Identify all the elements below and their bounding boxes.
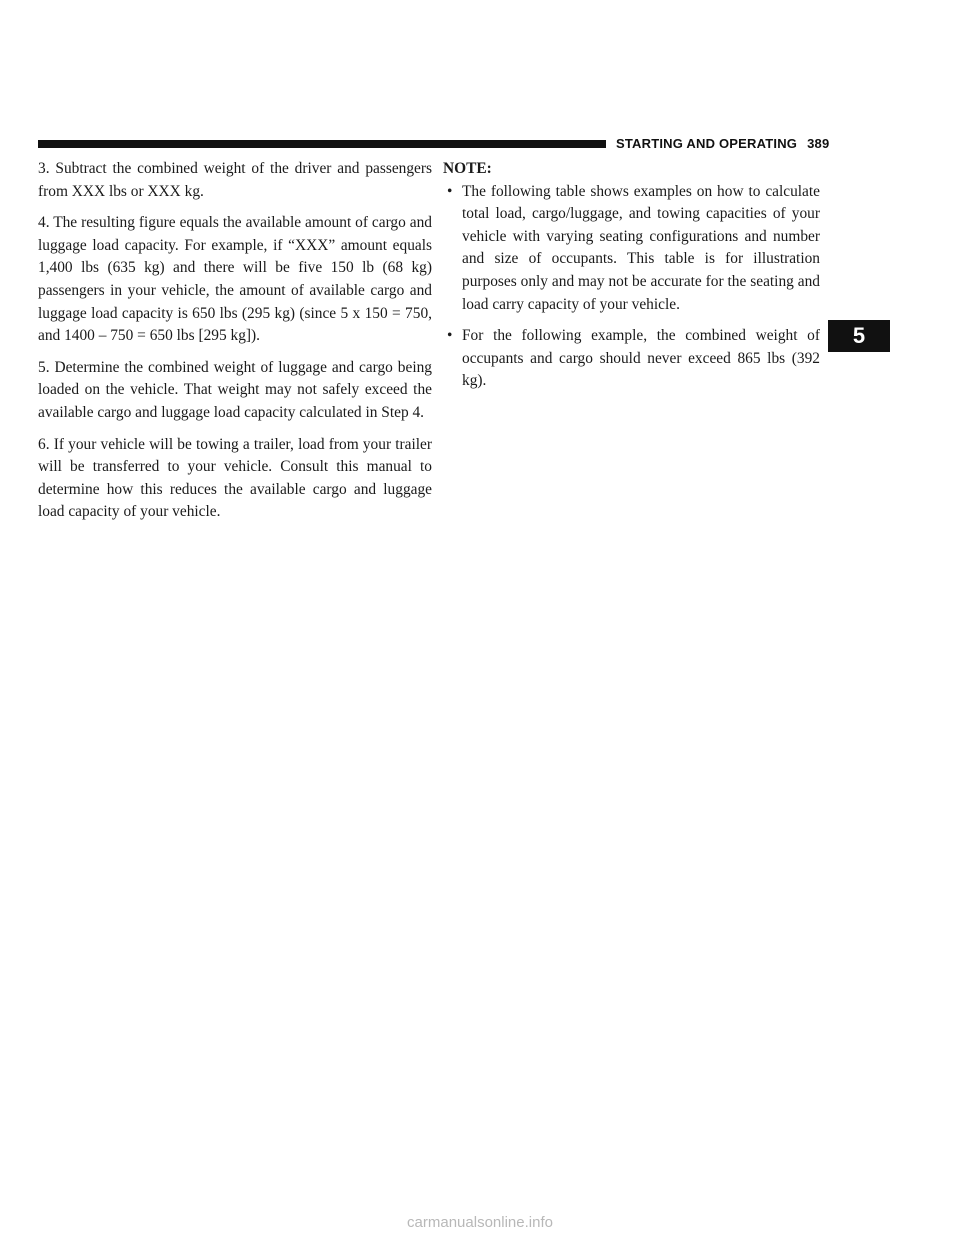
step-3-paragraph: 3. Subtract the combined weight of the driver and passengers from XXX lbs or XXX kg.	[38, 160, 432, 200]
bullet-dot-icon: •	[447, 182, 453, 200]
running-header	[616, 136, 829, 151]
section-title: STARTING AND OPERATING	[616, 136, 798, 151]
note-title: NOTE:	[443, 160, 492, 177]
right-column	[443, 158, 820, 402]
bullet-dot-icon: •	[447, 327, 453, 345]
step-6-paragraph: 6. If your vehicle will be towing a trailer, load from your trailer will be transferred to your vehicle. Consult this manual to determine how this reduces the available cargo and luggage load capacity of your vehicle.	[38, 435, 432, 521]
note-bullet-text: For the following example, the combined weight of occupants and cargo should never exceed 865 lbs (392 kg).	[462, 327, 820, 390]
chapter-tab: 5	[828, 320, 890, 352]
page-number: 389	[807, 136, 830, 151]
note-bullet-text: The following table shows examples on how to calculate total load, cargo/luggage, and towing capacities of your vehicle with varying seating configurations and number and size of occupants. This table is for illustration purposes only and may not be accurate for the seating and load carry capacity of your vehicle.	[462, 182, 820, 313]
step-5-paragraph: 5. Determine the combined weight of luggage and cargo being loaded on the vehicle. That weight may not safely exceed the available cargo and luggage load capacity calculated in Step 4.	[38, 358, 432, 421]
header-rule	[38, 140, 606, 148]
left-column	[38, 158, 432, 533]
note-bullet-item	[443, 181, 820, 317]
footer-watermark: carmanualsonline.info	[407, 1214, 553, 1231]
step-4-paragraph: 4. The resulting figure equals the available amount of cargo and luggage load capacity. For example, if “XXX” amount equals 1,400 lbs (635 kg) and there will be five 150 lb (68 kg) passengers in your vehicle, the amount of available cargo and luggage load capacity is 650 lbs (295 kg) (since 5 x 150 = 750, and 1400 – 750 = 650 lbs [295 kg]).	[38, 214, 432, 345]
note-bullet-item	[443, 325, 820, 393]
